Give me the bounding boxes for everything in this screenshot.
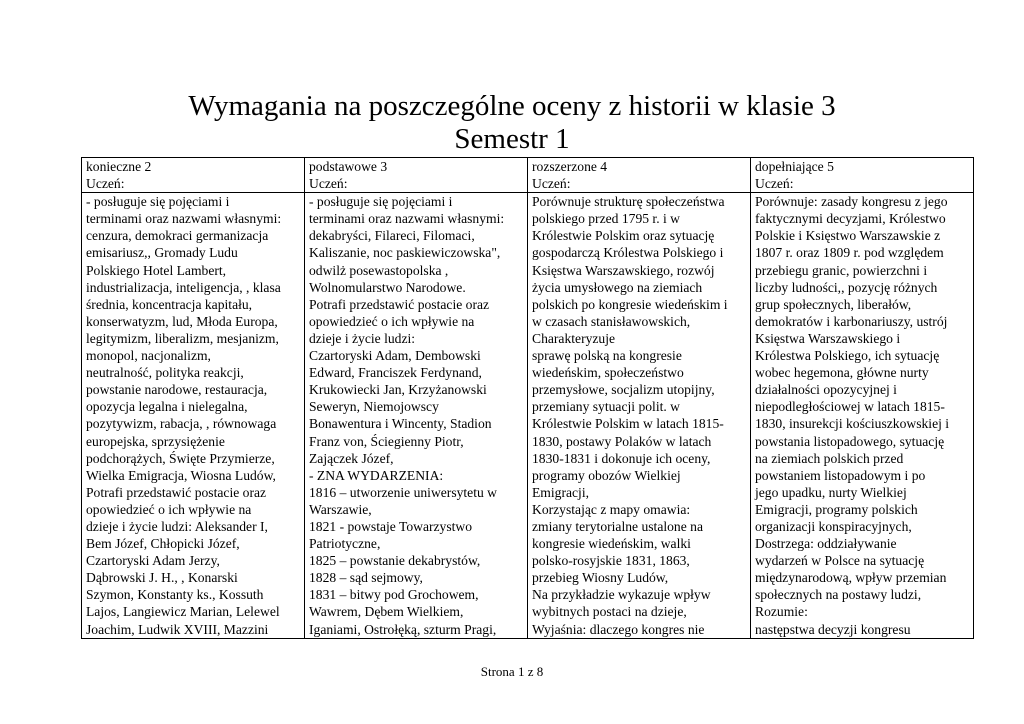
grade-label: dopełniające 5 xyxy=(755,159,834,174)
requirement-line: Emigracji, xyxy=(532,484,589,500)
requirement-line: odwilż posewastopolska , xyxy=(309,262,449,278)
requirement-line: Krukowiecki Jan, Krzyżanowski xyxy=(309,382,487,398)
requirement-line: 1830, postawy Polaków w latach xyxy=(532,433,712,449)
requirement-line: Rozumie: xyxy=(755,604,808,620)
grade-label: rozszerzone 4 xyxy=(532,159,608,174)
requirement-line: społecznych na postawy ludzi, xyxy=(755,587,922,603)
requirement-line: Dąbrowski J. H., , Konarski xyxy=(86,570,238,586)
requirement-line: polsko-rosyjskie 1831, 1863, xyxy=(532,553,690,569)
requirement-line: życia umysłowego na ziemiach xyxy=(532,279,703,295)
grade-header-cell xyxy=(751,158,974,193)
requirement-line: gospodarczą Królestwa Polskiego i xyxy=(532,245,724,261)
requirement-line: w czasach stanisławowskich, xyxy=(532,313,691,329)
requirement-line: kongresie wiedeńskim, walki xyxy=(532,536,691,552)
requirements-cell xyxy=(528,193,751,638)
requirement-line: Wawrem, Dębem Wielkiem, xyxy=(309,604,464,620)
requirement-line: emisariusz,, Gromady Ludu xyxy=(86,245,238,261)
requirement-line: konserwatyzm, lud, Młoda Europa, xyxy=(86,313,278,329)
requirement-line: średnia, koncentracja kapitału, xyxy=(86,296,253,312)
grade-label: konieczne 2 xyxy=(86,159,152,174)
requirement-line: Charakteryzuje xyxy=(532,330,616,346)
requirement-line: zmiany terytorialne ustalone na xyxy=(532,518,703,534)
requirement-line: wobec hegemona, główne nurty xyxy=(755,365,929,381)
requirement-line: przemiany sytuacji polit. w xyxy=(532,399,680,415)
requirement-line: Polskiego Hotel Lambert, xyxy=(86,262,227,278)
requirement-line: grup społecznych, liberałów, xyxy=(755,296,912,312)
requirement-line: jego upadku, nurty Wielkiej xyxy=(755,484,907,500)
requirement-line: Zajączek Józef, xyxy=(309,450,394,466)
requirement-line: europejska, sprzysiężenie xyxy=(86,433,225,449)
requirement-line: industrializacja, inteligencja, , klasa xyxy=(86,279,281,295)
requirement-line: powstanie narodowe, restauracja, xyxy=(86,382,268,398)
student-label: Uczeń: xyxy=(309,176,348,192)
requirement-line: Kaliszanie, noc paskiewiczowska", xyxy=(309,245,501,261)
requirement-line: sprawę polską na kongresie xyxy=(532,348,682,364)
grade-header-cell xyxy=(82,158,305,193)
requirement-line: Czartoryski Adam, Dembowski xyxy=(309,348,481,364)
requirements-row xyxy=(82,193,974,638)
requirement-line: faktycznymi decyzjami, Królestwo xyxy=(755,211,946,227)
requirement-line: terminami oraz nazwami własnymi: xyxy=(309,211,505,227)
requirement-line: przebiegu granic, powierzchni i xyxy=(755,262,928,278)
requirement-line: Iganiami, Ostrołęką, szturm Pragi, xyxy=(309,621,497,637)
requirement-line: Księstwa Warszawskiego i xyxy=(755,330,901,346)
requirement-line: 1807 r. oraz 1809 r. pod względem xyxy=(755,245,944,261)
requirement-line: przebieg Wiosny Ludów, xyxy=(532,570,669,586)
page-subtitle: Semestr 1 xyxy=(454,123,570,155)
requirement-line: opozycja legalna i nielegalna, xyxy=(86,399,248,415)
requirement-line: Emigracji, programy polskich xyxy=(755,501,918,517)
requirements-cell xyxy=(751,193,974,638)
requirement-line: działalności opozycyjnej i xyxy=(755,382,897,398)
requirement-line: Porównuje strukturę społeczeństwa xyxy=(532,194,725,210)
requirement-line: Czartoryski Adam Jerzy, xyxy=(86,553,220,569)
student-label: Uczeń: xyxy=(532,176,571,192)
requirement-line: Wielka Emigracja, Wiosna Ludów, xyxy=(86,467,276,483)
requirement-line: organizacji konspiracyjnych, xyxy=(755,518,912,534)
requirement-line: liczby ludności,, pozycję różnych xyxy=(755,279,938,295)
grade-label: podstawowe 3 xyxy=(309,159,388,174)
requirement-line: monopol, nacjonalizm, xyxy=(86,348,211,364)
requirement-line: Królestwie Polskim oraz sytuację xyxy=(532,228,715,244)
requirements-table xyxy=(81,157,974,639)
requirement-line: pozytywizm, rabacja, , równowaga xyxy=(86,416,277,432)
requirement-line: Księstwa Warszawskiego, rozwój xyxy=(532,262,715,278)
requirement-line: dekabryści, Filareci, Filomaci, xyxy=(309,228,475,244)
requirement-line: 1828 – sąd sejmowy, xyxy=(309,570,423,586)
requirement-line: wybitnych postaci na dzieje, xyxy=(532,604,687,620)
requirement-line: polskich po kongresie wiedeńskim i xyxy=(532,296,728,312)
requirement-line: 1816 – utworzenie uniwersytetu w xyxy=(309,484,498,500)
requirement-line: Polskie i Księstwo Warszawskie z xyxy=(755,228,941,244)
requirement-line: Franz von, Ściegienny Piotr, xyxy=(309,433,464,449)
requirement-line: przemysłowe, socjalizm utopijny, xyxy=(532,382,715,398)
requirement-line: cenzura, demokraci germanizacja xyxy=(86,228,269,244)
requirement-line: Wyjaśnia: dlaczego kongres nie xyxy=(532,621,705,637)
grade-header-cell xyxy=(528,158,751,193)
requirement-line: 1830-1831 i dokonuje ich oceny, xyxy=(532,450,711,466)
requirement-line: - ZNA WYDARZENIA: xyxy=(309,467,444,483)
grade-header-cell xyxy=(305,158,528,193)
requirement-line: Potrafi przedstawić postacie oraz xyxy=(309,296,490,312)
requirement-line: Bem Józef, Chłopicki Józef, xyxy=(86,536,240,552)
requirement-line: 1831 – bitwy pod Grochowem, xyxy=(309,587,479,603)
requirement-line: na ziemiach polskich przed xyxy=(755,450,904,466)
requirement-line: programy obozów Wielkiej xyxy=(532,467,681,483)
student-label: Uczeń: xyxy=(86,176,125,192)
requirement-line: Warszawie, xyxy=(309,501,372,517)
requirement-line: polskiego przed 1795 r. i w xyxy=(532,211,680,227)
requirements-cell xyxy=(305,193,528,638)
requirement-line: Potrafi przedstawić postacie oraz xyxy=(86,484,267,500)
requirement-line: Królestwie Polskim w latach 1815- xyxy=(532,416,724,432)
requirement-line: - posługuje się pojęciami i xyxy=(309,194,453,210)
requirement-line: legitymizm, liberalizm, mesjanizm, xyxy=(86,330,279,346)
requirement-line: opowiedzieć o ich wpływie na xyxy=(309,313,475,329)
student-label: Uczeń: xyxy=(755,176,794,192)
requirement-line: Królestwa Polskiego, ich sytuację xyxy=(755,348,940,364)
requirement-line: 1830, insurekcji kościuszkowskiej i xyxy=(755,416,950,432)
requirement-line: podchorążych, Święte Przymierze, xyxy=(86,450,275,466)
requirement-line: 1825 – powstanie dekabrystów, xyxy=(309,553,481,569)
requirement-line: Na przykładzie wykazuje wpływ xyxy=(532,587,711,603)
requirement-line: Patriotyczne, xyxy=(309,536,381,552)
requirement-line: Szymon, Konstanty ks., Kossuth xyxy=(86,587,264,603)
requirement-line: neutralność, polityka reakcji, xyxy=(86,365,244,381)
requirement-line: wydarzeń w Polsce na sytuację xyxy=(755,553,925,569)
header-row xyxy=(82,158,974,193)
requirement-line: powstaniem listopadowym i po xyxy=(755,467,926,483)
requirement-line: Korzystając z mapy omawia: xyxy=(532,501,691,517)
requirement-line: Porównuje: zasady kongresu z jego xyxy=(755,194,948,210)
requirement-line: demokratów i karbonariuszy, ustrój xyxy=(755,313,948,329)
requirement-line: następstwa decyzji kongresu xyxy=(755,621,911,637)
requirement-line: Edward, Franciszek Ferdynand, xyxy=(309,365,482,381)
page-number: Strona 1 z 8 xyxy=(480,664,544,679)
requirement-line: terminami oraz nazwami własnymi: xyxy=(86,211,282,227)
requirement-line: Wolnomularstwo Narodowe. xyxy=(309,279,466,295)
requirement-line: Lajos, Langiewicz Marian, Lelewel xyxy=(86,604,280,620)
requirement-line: dzieje i życie ludzi: Aleksander I, xyxy=(86,518,268,534)
requirement-line: powstania listopadowego, sytuację xyxy=(755,433,945,449)
requirement-line: dzieje i życie ludzi: xyxy=(309,330,416,346)
page-title: Wymagania na poszczególne oceny z historii w klasie 3 xyxy=(188,90,836,122)
requirement-line: niepodległościowej w latach 1815- xyxy=(755,399,945,415)
requirement-line: wiedeńskim, społeczeństwo xyxy=(532,365,684,381)
requirement-line: - posługuje się pojęciami i xyxy=(86,194,230,210)
requirement-line: Seweryn, Niemojowscy xyxy=(309,399,439,415)
requirement-line: Bonawentura i Wincenty, Stadion xyxy=(309,416,492,432)
requirement-line: Joachim, Ludwik XVIII, Mazzini xyxy=(86,621,269,637)
requirement-line: opowiedzieć o ich wpływie na xyxy=(86,501,252,517)
requirement-line: Dostrzega: oddziaływanie xyxy=(755,536,897,552)
requirement-line: międzynarodową, wpływ przemian xyxy=(755,570,947,586)
requirement-line: 1821 - powstaje Towarzystwo xyxy=(309,518,473,534)
requirements-cell xyxy=(82,193,305,638)
